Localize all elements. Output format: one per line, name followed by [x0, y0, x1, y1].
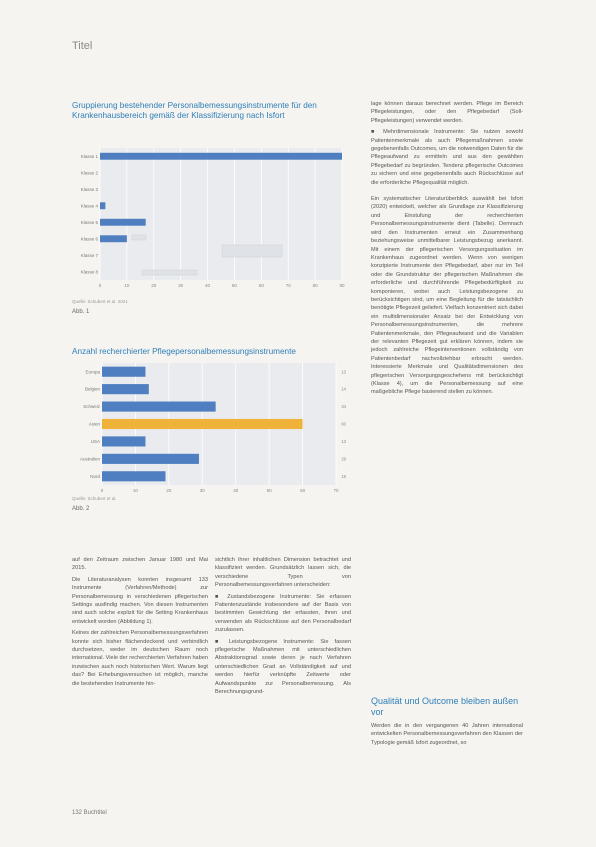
bar [102, 384, 149, 394]
category-label: Klasse 8 [80, 269, 98, 275]
plot-area [100, 148, 342, 280]
annotation-box [222, 245, 282, 257]
x-tick-label: 20 [166, 488, 172, 493]
category-label: Europa [85, 369, 100, 375]
value-label: 60 [341, 421, 346, 427]
bar [100, 153, 342, 160]
figure-1-caption: Abb. 1 [72, 309, 90, 315]
figure-1-svg [72, 146, 350, 292]
x-tick-label: 60 [258, 283, 264, 288]
category-label: Klasse 1 [80, 153, 98, 159]
x-tick-label: 40 [233, 488, 239, 493]
category-label: Asien [88, 421, 100, 427]
figure-2-svg [72, 361, 350, 497]
x-tick-label: 60 [300, 488, 306, 493]
figure-1-chart [72, 146, 350, 292]
x-tick-label: 10 [132, 488, 138, 493]
paragraph: Keines der zahlreichen Personalbemessungsverfahren konnte sich bisher flächendeckend und verbindlich durchsetzen, weder im deutschen Raum noch international. Viele der recherchierten Verfahren haben inzwischen auch noch historischen Wert. Warum liegt das? Bei Erhebungsversuchen ist möglich, manche die bestehenden Instrumente hin- [72, 630, 208, 687]
annotation-box [132, 235, 146, 240]
left-column-2 [215, 556, 351, 700]
bar [102, 436, 145, 446]
value-label: 29 [341, 456, 346, 462]
figure-1-title: Gruppierung bestehender Personalbemessungsinstrumente für den Krankenhausbereich gemäß der Klassifizierung nach Isfort [72, 101, 317, 120]
x-tick-label: 70 [333, 488, 339, 493]
figure-2-caption: Abb. 2 [72, 506, 90, 512]
category-label: Belgien [84, 386, 100, 392]
paragraph: sichtlich ihrer inhaltlichen Dimension betrachtet und klassifiziert werden. Grundsätzlich lassen sich, die verschiedene Typen von Personalbemessungsverfahren unterscheiden: [215, 557, 351, 589]
paragraph: lage können daraus berechnet werden. Pflege im Bereich Pflegeleistungen, oder den Pflegebedarf (Soll-Pflegeleistungen) verwendet werden. [371, 101, 523, 124]
category-label: Klasse 7 [80, 252, 98, 258]
x-tick-label: 0 [100, 488, 104, 493]
paragraph: Die Literaturanalysen konnten insgesamt 133 Instrumente (Verfahren/Methode) zur Personalbemessung in verschiedenen pflegerischen Settings ausfindig machen. Von diesen Instrumenten sind auch solche explizit für die Setting Krankenhaus entwickelt worden (Abbildung 1). [72, 576, 208, 625]
category-label: Klasse 6 [80, 236, 98, 242]
x-tick-label: 0 [98, 283, 102, 288]
category-label: Klasse 2 [80, 170, 98, 176]
category-label: Klasse 5 [80, 219, 98, 225]
x-tick-label: 30 [199, 488, 205, 493]
x-tick-label: 10 [124, 283, 130, 288]
paragraph: Ein systematischer Literaturüberblick auswählt bei Isfort (2020) entwickelt, welcher als Grundlage zur Klassifizierung und Einstufung der recherchierten Personalbemessungsinstrumente dient (Tabelle). Demnach wird den Instrumenten erneut ein Zusammenhang beziehungsweise unmittelbarer Leistungsbezug anerkannt. Mit einem der pflegerischen Versorgungssituation im Krankenhaus zugeordnet werden. Wenn von wenigen konzipierte Instrumente den Pflegebedarf, aber nur im Teil oder die Grundstruktur der pflegerischen Maßnahmen die erforderliche und durchführende Pflegebedürftigkeit zu komponieren, wobei auch Leistungsbezogene zu berücksichtigen sind, um eine Begleitung für die tatsächlich benötigte Pflegezeit geliefert. Vielfach konzentriert sich dabei ein multidimensionaler Ansatz bei der Entwicklung von Personalbemessungsinstrumenten, die mehrere Patientenmerkmale, den Pflegeaufwand und die Variablen der relevanten Pflegezeit gut erklären können, indem sie jedoch zahlreiche Pflegeinterventionen vollständig von Patientenbedarf nachvollziehbar erbracht werden. Interessierte Merkmale und Qualitätsdimensionen des pflegerischen Versorgungsgeschehens mit berücksichtigt (Klasse 4), um die Personalbemessung auf eine maßgebliche Pflege basierend stellen zu können. [371, 196, 523, 396]
bar [102, 454, 199, 464]
paragraph: auf den Zeitraum zwischen Januar 1980 und Mai 2015. [72, 557, 208, 572]
x-tick-label: 70 [285, 283, 291, 288]
figure-2-chart [72, 361, 350, 497]
figure-1-source: Quelle: Schubert et al. 2021 [72, 299, 128, 304]
bar [100, 202, 105, 209]
bullet-paragraph: ■ Zustandsbezogene Instrumente: Sie erfassen Patientenzustände insbesondere auf der Basis von bestimmten Gewichtung der erfassten, ihren und verwenden als Rückschlüsse auf den Personalbedarf zuzulassen. [215, 593, 351, 634]
category-label: Nord [90, 473, 100, 479]
value-label: 13 [341, 369, 346, 375]
bar [102, 367, 145, 377]
x-tick-label: 90 [339, 283, 345, 288]
figure-2-title: Anzahl recherchierter Pflegepersonalbemessungsinstrumente [72, 347, 296, 356]
bar [100, 235, 127, 242]
category-label: Australien [79, 456, 100, 462]
value-label: 34 [341, 404, 346, 410]
value-label: 13 [341, 439, 346, 445]
section-subheading: Qualität und Outcome bleiben außen vor [371, 696, 519, 717]
x-tick-label: 80 [312, 283, 318, 288]
bar [100, 219, 146, 226]
bullet-paragraph: ■ Mehrdimensionale Instrumente: Sie nutzen sowohl Patientenmerkmale als auch Pflegemaßnahmen sowie gegebenenfalls Outcomes, um die notwendigen Daten für die Pflegeaufwand zu ermitteln und aus den gewählten Pflegebedarf zu begründen. Tendenz pflegerische Outcomes zu sichern und eine gegebenenfalls auch Rückschlüsse auf die erforderliche Pflegequalität möglich. [371, 129, 523, 186]
x-tick-label: 50 [231, 283, 237, 288]
x-tick-label: 20 [151, 283, 157, 288]
bar [102, 402, 216, 412]
category-label: Klasse 4 [80, 203, 98, 209]
category-label: Klasse 3 [80, 186, 98, 192]
value-label: 14 [341, 386, 346, 392]
page-footer: 132 Buchtitel [72, 810, 107, 816]
category-label: USA [90, 439, 100, 445]
running-title: Titel [72, 40, 93, 52]
category-label: Schweiz [83, 404, 100, 410]
bullet-paragraph: ■ Leistungsbezogene Instrumente: Sie fassen pflegerische Maßnahmen mit unterschiedlichen Abstraktionsgrad sowie deren je nach Verfahren unterschiedlichen Grad an Vollständigkeit auf und werden hierfür verknüpfte Zeitwerte oder Aufwandspunkte zur Personalbemessung. Als Berechnungsgrund- [215, 638, 351, 696]
x-tick-label: 40 [205, 283, 211, 288]
figure-2-source: Quelle: Schubert et al. [72, 496, 117, 501]
left-column-1 [72, 556, 208, 691]
x-tick-label: 50 [266, 488, 272, 493]
paragraph: Werden die in den vergangenen 40 Jahren international entwickelten Personalbemessungsverfahren den Klassen der Typologie gemäß Isfort zugeordnet, so [371, 723, 523, 746]
annotation-box [142, 270, 197, 275]
value-label: 19 [341, 473, 346, 479]
bar [102, 419, 303, 429]
bar [102, 471, 166, 481]
x-tick-label: 30 [178, 283, 184, 288]
right-column-tail [371, 722, 523, 750]
right-column [371, 100, 523, 400]
